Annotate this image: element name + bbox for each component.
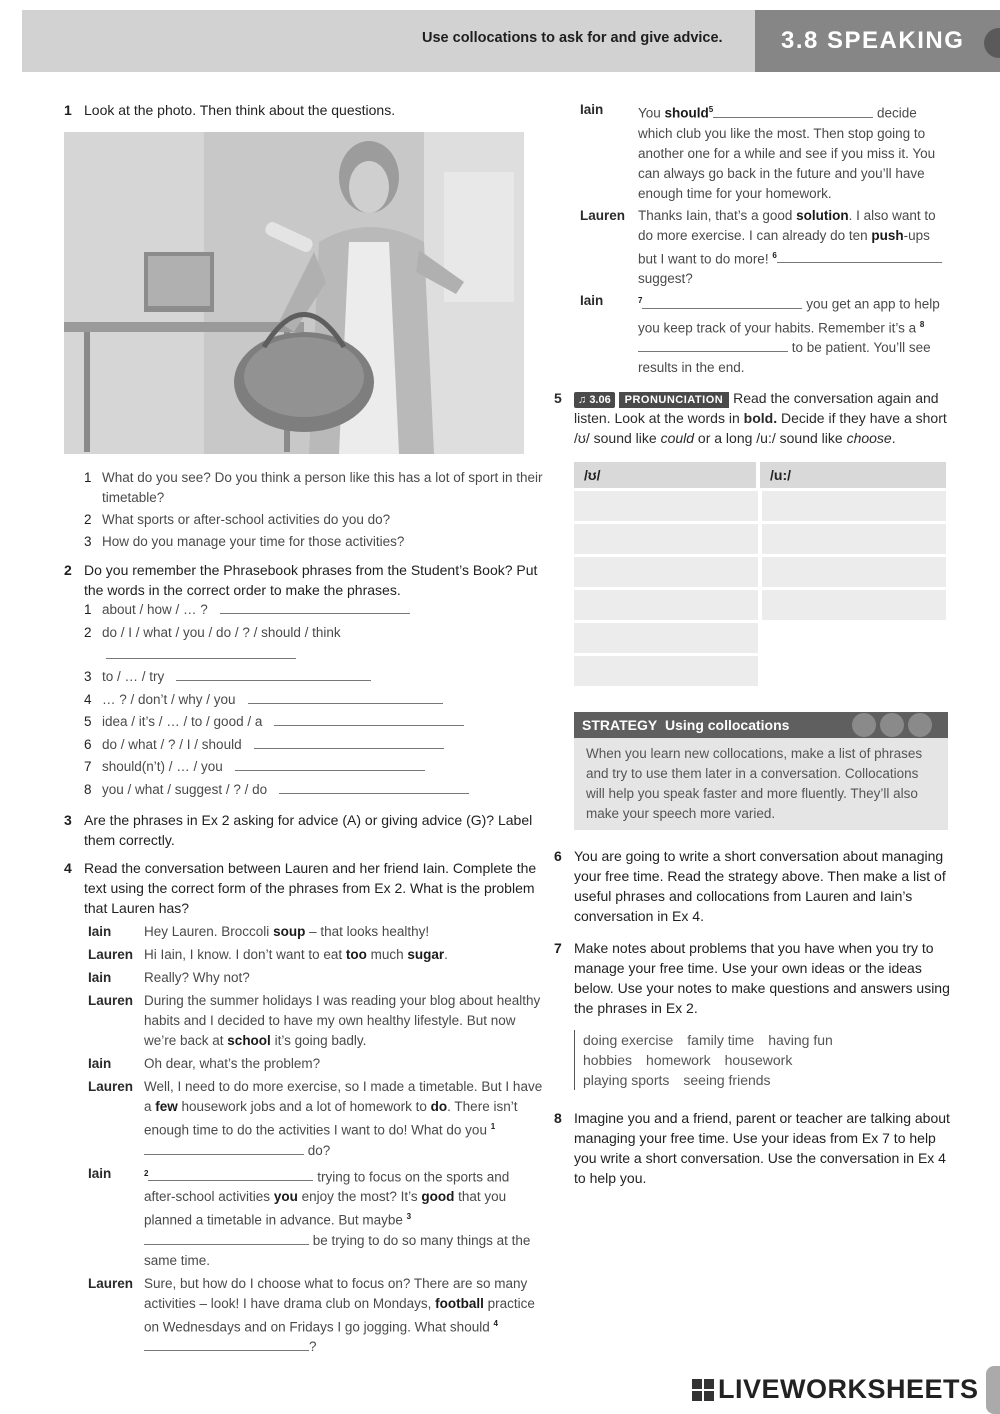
list-item: 3 How do you manage your time for those activities? [84,534,405,549]
exercise-5-heading: 5 ♫ 3.06 PRONUNCIATION Read the conversation again and listen. Look at the words in bold. Decide if they have a short /ʊ/ sound like could or a long /u:/ sound like choose. [554,390,947,446]
list-item: 3 to / … / try [84,667,544,690]
decorative-dot-icon [908,713,932,737]
dialogue-line: Iain Hey Lauren. Broccoli soup – that looks healthy! [88,924,430,939]
list-item: 1 about / how / … ? [84,600,544,623]
ideas-box: doing exercise family time having fun hobbies homework housework playing sports seeing friends [574,1030,950,1090]
exercise-number: 1 [64,102,72,118]
short-u-column-header: /ʊ/ [574,462,756,488]
gap-2-blank[interactable] [148,1167,313,1181]
gap-8-blank[interactable] [638,338,788,352]
table-cell[interactable] [574,557,758,587]
list-item: 4 … ? / don’t / why / you [84,690,544,713]
table-cell[interactable] [574,524,758,554]
decorative-dot-icon [852,713,876,737]
strategy-heading: STRATEGY Using collocations [574,712,948,738]
gap-4-blank[interactable] [144,1337,309,1351]
gap-6-blank[interactable] [777,249,942,263]
page-header [22,10,1000,72]
strategy-text: When you learn new collocations, make a list of phrases and try to use them later in a conversation. Collocations will help you speak faster and more fluently. They’ll also make your speech more varied. [574,738,948,830]
list-item: 2 do / I / what / you / do / ? / should / think [84,624,341,640]
gap-3-blank[interactable] [144,1231,309,1245]
table-cell[interactable] [574,656,758,686]
long-u-column-header: /u:/ [760,462,946,488]
answer-blank[interactable] [274,712,464,726]
exercise-photo [64,132,524,454]
table-cell[interactable] [762,524,946,554]
page-corner [986,1366,1000,1414]
dialogue-line: Iain You should$^5$ decide which club you like the most. Then stop going to another one for a while and see if you miss it. You can always go back in the future and you’ll have enough time for your homework. [580,102,936,201]
gap-1-blank[interactable] [144,1141,304,1155]
table-cell[interactable] [574,491,758,521]
exercise-4-heading: 4 Read the conversation between Lauren and her friend Iain. Complete the text using the correct form of the phrases from Ex 2. What is the problem that Lauren has? [64,860,537,916]
section-tab [755,10,1000,72]
answer-blank[interactable] [176,667,371,681]
dialogue-line: Lauren Hi Iain, I know. I don’t want to eat too much sugar. [88,947,448,962]
answer-blank[interactable] [279,780,469,794]
exercise-instruction: Look at the photo. Then think about the questions. [84,102,396,118]
exercise-8-heading: 8 Imagine you and a friend, parent or teacher are talking about managing your free time. Use your ideas from Ex 7 to help you write a short conversation. Use the conversation in Ex 4 to help you. [554,1110,950,1186]
audio-track-button[interactable]: ♫ 3.06 [574,392,615,408]
list-item: 7 should(n’t) / … / you [84,757,544,780]
dialogue-line: Iain Really? Why not? [88,970,250,985]
conversation-part-1 [88,922,544,1357]
list-item: 6 do / what / ? / I / should [84,735,544,758]
section-title: 3.8 SPEAKING [781,27,965,54]
pronunciation-label: PRONUNCIATION [619,392,730,408]
logo-grid-icon [692,1379,714,1401]
answer-blank[interactable] [235,757,425,771]
exercise-1-questions [84,468,544,552]
exercise-1-heading [64,100,544,120]
answer-blank[interactable] [220,600,410,614]
list-item [84,645,544,667]
dialogue-line: Lauren Thanks Iain, that’s a good solution. I also want to do more exercise. I can already do ten push-ups but I want to do more! $^6$ suggest? [580,206,950,290]
decorative-dot-icon [984,28,1000,58]
decorative-dot-icon [880,713,904,737]
woman-with-bag-photo [64,132,524,454]
dialogue-line: Lauren Sure, but how do I choose what to focus on? There are so many activities – look! I have drama club on Mondays, football practice on Wednesdays and on Fridays I go jogging. What should $^4$? [88,1275,535,1354]
list-item: 2 What sports or after-school activities do you do? [84,512,391,527]
left-column [64,100,544,1360]
right-column [554,100,950,1188]
dialogue-line: Iain $^7$ you get an app to help you keep track of your habits. Remember it’s a $^8$ to be patient. You’ll see results in the end. [580,293,940,375]
lesson-objective: Use collocations to ask for and give advice. [422,30,723,46]
liveworksheets-logo[interactable]: LIVEWORKSHEETS [692,1374,979,1405]
list-item: 5 idea / it’s / … / to / good / a [84,712,544,735]
answer-blank[interactable] [248,690,443,704]
exercise-2-heading: 2 Do you remember the Phrasebook phrases from the Student’s Book? Put the words in the correct order to make the phrases. [64,562,538,598]
table-cell[interactable] [762,557,946,587]
exercise-7-heading: 7 Make notes about problems that you have when you try to manage your free time. Use your own ideas or the ideas below. Use your notes to make questions and answers using the phrases in Ex 2. [554,940,950,1016]
exercise-6-heading: 6 You are going to write a short conversation about managing your free time. Read the strategy above. Then make a list of useful phrases and collocations from Lauren and Iain’s conversation in Ex 4. [554,848,946,924]
table-cell[interactable] [762,590,946,620]
dialogue-line: Lauren During the summer holidays I was reading your blog about healthy habits and I decided to have my own healthy lifestyle. But now we’re back at school it’s going badly. [88,993,541,1048]
answer-blank[interactable] [106,645,296,659]
strategy-box [574,712,948,830]
gap-5-blank[interactable] [713,104,873,118]
dialogue-line: Lauren Well, I need to do more exercise, so I made a timetable. But I have a few housework jobs and a lot of homework to do. There isn’t enough time to do the activities I want to do! What do you $^1$ do? [88,1079,543,1158]
list-item: 1 What do you see? Do you think a person like this has a lot of sport in their timetable? [84,470,543,505]
conversation-part-2 [580,100,950,378]
table-cell[interactable] [762,491,946,521]
dialogue-line: Iain $^2$ trying to focus on the sports and after-school activities you enjoy the most? It’s good that you planned a timetable in advance. But maybe $^3$ be trying to do so many things at the same time. [88,1165,531,1268]
pronunciation-table [574,462,946,686]
dialogue-line: Iain Oh dear, what’s the problem? [88,1056,321,1071]
answer-blank[interactable] [254,735,444,749]
exercise-3-heading: 3 Are the phrases in Ex 2 asking for advice (A) or giving advice (G)? Label them correctly. [64,812,533,848]
list-item: 8 you / what / suggest / ? / do [84,780,544,803]
exercise-2-items [84,600,544,802]
table-cell[interactable] [574,623,758,653]
table-cell[interactable] [574,590,758,620]
gap-7-blank[interactable] [642,295,802,309]
